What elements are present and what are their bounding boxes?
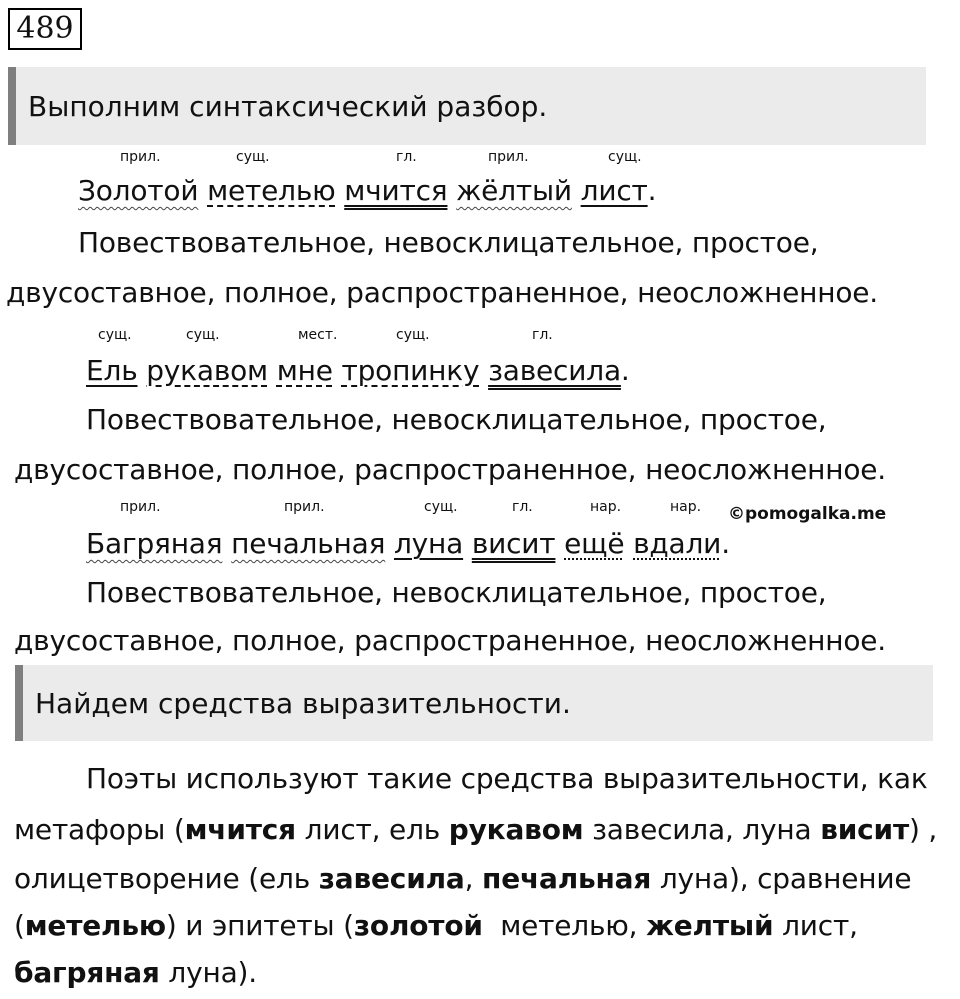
paragraph-line: [14, 956, 257, 989]
predicate-word: мчится: [344, 174, 448, 207]
sentence-period: .: [620, 354, 630, 387]
pos-label: сущ.: [608, 149, 642, 165]
heading-band-2: [15, 665, 933, 741]
pos-label: нар.: [670, 499, 702, 515]
characteristics-line-2: двусоставное, полное, распространенное, неосложненное.: [6, 276, 878, 309]
pos-label: гл.: [396, 149, 417, 165]
bold-term: рукавом: [448, 813, 584, 846]
sentence-word: рукавом: [146, 354, 268, 387]
paragraph-line: [14, 909, 858, 942]
bold-term: багряная: [14, 956, 160, 989]
text-run: метелью,: [482, 909, 647, 942]
text-run: лист,: [773, 909, 858, 942]
sentence-word: ещё: [564, 527, 625, 560]
heading-expressive-means: Найдем средства выразительности.: [35, 686, 571, 720]
pos-label: прил.: [284, 499, 325, 515]
text-run: (: [14, 909, 25, 942]
pos-label: прил.: [120, 149, 161, 165]
bold-term: желтый: [646, 909, 774, 942]
text-run: завесила, луна: [583, 813, 821, 846]
watermark: ©pomogalka.me: [728, 504, 887, 524]
characteristics-line-1: Повествовательное, невосклицательное, простое,: [78, 226, 819, 259]
sentence-2: [86, 354, 630, 387]
pos-label: гл.: [532, 327, 553, 343]
characteristics-line-1: Повествовательное, невосклицательное, простое,: [86, 576, 827, 609]
sentence-word: мне: [276, 354, 333, 387]
paragraph-line: [14, 813, 937, 846]
sentence-word: вдали: [633, 527, 722, 560]
bold-term: метелью: [24, 909, 166, 942]
sentence-word: печальная: [231, 527, 386, 560]
paragraph-line: Поэты используют такие средства выразительности, как: [86, 762, 928, 795]
pos-label: сущ.: [186, 327, 220, 343]
heading-syntax-analysis: Выполним синтаксический разбор.: [28, 89, 548, 123]
text-run: олицетворение (ель: [14, 862, 319, 895]
sentence-word: тропинку: [341, 354, 480, 387]
characteristics-line-1: Повествовательное, невосклицательное, простое,: [86, 403, 827, 436]
predicate-word: завесила: [488, 354, 621, 387]
pos-label: сущ.: [98, 327, 132, 343]
sentence-word: Багряная: [86, 527, 223, 560]
pos-label: нар.: [590, 499, 622, 515]
subject-word: луна: [393, 527, 464, 560]
text-run: луна), сравнение: [651, 862, 912, 895]
text-run: ,: [464, 862, 483, 895]
text-run: луна).: [159, 956, 257, 989]
bold-term: висит: [820, 813, 909, 846]
heading-band-1: [8, 67, 926, 145]
predicate-word: висит: [471, 527, 556, 560]
text-run: лист, ель: [295, 813, 449, 846]
accent-bar: [15, 665, 23, 741]
text-run: ) ,: [908, 813, 938, 846]
sentence-period: .: [721, 527, 730, 560]
sentence-1: [78, 174, 656, 207]
subject-word: лист: [580, 174, 648, 207]
text-run: метафоры (: [14, 813, 185, 846]
pos-label: прил.: [120, 499, 161, 515]
sentence-word: метелью: [207, 174, 336, 207]
exercise-number: 489: [8, 8, 82, 50]
pos-label: сущ.: [424, 499, 458, 515]
pos-label: прил.: [488, 149, 529, 165]
pos-label: сущ.: [396, 327, 430, 343]
sentence-word: жёлтый: [456, 174, 572, 207]
bold-term: завесила: [318, 862, 465, 895]
accent-bar: [8, 67, 16, 145]
sentence-word: Золотой: [78, 174, 199, 207]
paragraph-line: [14, 862, 911, 895]
subject-word: Ель: [86, 354, 138, 387]
characteristics-line-2: двусоставное, полное, распространенное, неосложненное.: [14, 624, 886, 657]
text-run: ) и эпитеты (: [165, 909, 354, 942]
sentence-period: .: [647, 174, 657, 207]
sentence-3: [86, 527, 730, 560]
pos-label: гл.: [512, 499, 533, 515]
bold-term: золотой: [353, 909, 483, 942]
bold-term: печальная: [482, 862, 652, 895]
pos-label: мест.: [298, 327, 338, 343]
pos-label: сущ.: [236, 149, 270, 165]
bold-term: мчится: [184, 813, 296, 846]
characteristics-line-2: двусоставное, полное, распространенное, неосложненное.: [14, 453, 886, 486]
